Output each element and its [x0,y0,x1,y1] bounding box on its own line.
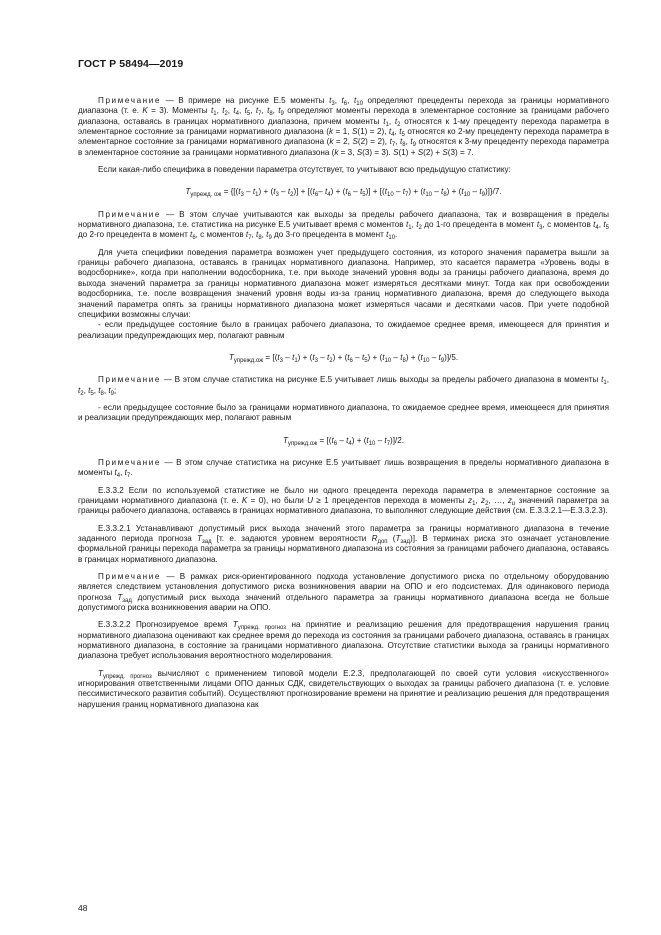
clause-paragraph: Е.3.3.2 Если по используемой статистике не было ни одного прецедента перехода параметра в элементарное состояние за границами нормативного диапазона (т. е. K = 0), но были U ≥ 1 прецедентов перехода в моменты $z_1$, $z_2$, …, $z_u$ значений параметра за границы рабочего диапазона, оставаясь в границах нормативного диапазона, то выполняют следующие действия (см. Е.3.3.2.1—Е.3.3.2.3). [78,485,609,516]
clause-paragraph: Е.3.3.2.2 Прогнозируемое время $T_{упрежд. прогноз}$ на принятие и реализацию решения для предотвращения нарушения границ нормативного диапазона оценивают как среднее время до перехода из состояния за границами рабочего диапазона, оставаясь в границах нормативного диапазона, в состояние за границами нормативного диапазона. Отсутствие статистики выхода за границы нормативного диапазона требует использования вероятностного моделирования. [78,620,610,661]
page-number: 48 [78,903,88,913]
note-paragraph: Примечание — В примере на рисунке Е.5 моменты $t_3$, $t_6$, $t_{10}$ определяют прецеденты перехода за границы нормативного диапазона (т. е. K = 3). Моменты $t_1$, $t_2$, $t_4$, $t_5$, $t_7$, $t_8$, $t_9$ определяют моменты перехода в элементарное состояние за границами рабочего диапазона, оставаясь в границах нормативного диапазона, причем моменты $t_1$, $t_2$ относятся к 1-му прецеденту перехода параметра в элементарное состояние за границами нормативного диапазона (k = 1, S(1) = 2), $t_4$, $t_5$ относятся ко 2-му прецеденту перехода параметра в элементарное состояние за границами нормативного диапазона (k = 2, S(2) = 2), $t_7$, $t_8$, $t_9$ относятся к 3-му прецеденту перехода параметра в элементарное состояние за границами нормативного диапазона (k = 3, S(3) = 3). S(1) + S(2) + S(3) = 7. [78,96,610,157]
document-header: ГОСТ Р 58494—2019 [78,58,184,70]
list-item: - если предыдущее состояние было за границами нормативного диапазона, то ожидаемое среднее время, имеющееся для принятия и реализации предупреждающих мер, полагают равным [78,402,609,423]
text-paragraph: $T_{упрежд. прогноз}$ вычисляют с применением типовой модели Е.2.3, предполагающей по своей сути условия «искусственного» игнорирования ответственными лицами ОПО данных СДК, свидетельствующих о выходах за границы рабочего диапазона (т. е. условие пессимистического развития событий). Осуществляют прогнозирование времени на принятие и реализацию решения для предотвращения нарушения границ нормативного диапазона как [78,668,609,709]
note-paragraph: Примечание — В этом случае статистика на рисунке Е.5 учитывает лишь выходы за пределы рабочего диапазона в моменты $t_1$, $t_2$, $t_5$, $t_8$, $t_9$; [78,375,609,397]
clause-paragraph: Е.3.3.2.1 Устанавливают допустимый риск выхода значений этого параметра за границы нормативного диапазона в течение заданного периода прогноза $T_{зад}$ [т. е. задаются уровнем вероятности $R_{доп}$ $(T_{зад})$]. В терминах риска это означает установление формальной границы перехода параметра за границы нормативного диапазона из состояния за границами рабочего диапазона, оставаясь в границах нормативного диапазона. [78,523,609,564]
text-paragraph: Если какая-либо специфика в поведении параметра отсутствует, то учитывают всю предыдущую статистику: [98,165,511,175]
note-paragraph: Примечание — В этом случае статистика на рисунке Е.5 учитывает лишь возвращения в пределы нормативного диапазона в моменты $t_4$, $t_7$. [78,457,609,480]
text-paragraph: Для учета специфики поведения параметра возможен учет предыдущего состояния, из которого значения параметра вышли за границы рабочего диапазона, оставаясь в границах нормативного диапазона. Например, это касается параметра «Уровень воды в водосборнике», когда при наполнении водосборника, т.е. при выходе значений уровня воды за границы рабочего диапазона, время до выхода значений параметра за границы нормативного диапазона может измеряться десятками минут. Тогда как при освобождении водосборника, т.е. после возвращения значений уровня воды из-за границ нормативного диапазона, время до следующего выхода значений параметра опять за границы нормативного диапазона может измеряться часами и десятками часов. При учете подобной специфики возможны случаи: [78,247,609,319]
note-paragraph: Примечание — В этом случае учитываются как выходы за пределы рабочего диапазона, так и возвращения в пределы нормативного диапазона, т.е. статистика на рисунке Е.5 учитывает время с моментов $t_1$, $t_2$ до 1-го прецедента в момент $t_3$, с моментов $t_4$, $t_5$ до 2-го прецедента в момент $t_6$, с моментов $t_7$, $t_8$, $t_9$ до 3-го прецедента в момент $t_{10}$. [78,209,609,242]
formula: $T_{упрежд. ож} = \{[(t_3 - t_1) + (t_3 - t_2)] + [(t_6-$ $t_4) + (t_6 - t_5)] + [(t_{10} - t_7) + (t_{10} - t_8) + (t_{10} - t_9)]\}/7$. [185,187,502,199]
document-body [78,96,609,710]
note-label: Примечание [98,96,162,105]
note-paragraph: Примечание — В рамках риск-ориентированного подхода установление допустимого риска по отдельному оборудованию является следствием установления допустимого риска возникновения аварии на ОПО и его подсистемах. Для одинакового периода прогноза $T_{зад}$ допустимый риск выхода значений отдельного параметра за границы нормативного диапазона всегда не больше допустимого риска возникновения аварии на ОПО. [78,572,609,613]
formula: $T_{упрежд.ож} = [(t_6 - t_4) + (t_{10} - t_7)]/2$. [282,435,405,447]
formula: $T_{упрежд.ож} = [(t_3 - t_1) + (t_3 - t_2) + (t_6 - t_5) + (t_{10} - t_8) + (t_{10} - t_9)]/5$. [228,352,459,364]
list-item: - если предыдущее состояние было в границах рабочего диапазона, то ожидаемое среднее время, имеющееся для принятия и реализации предупреждающих мер, полагают равным [78,320,609,340]
